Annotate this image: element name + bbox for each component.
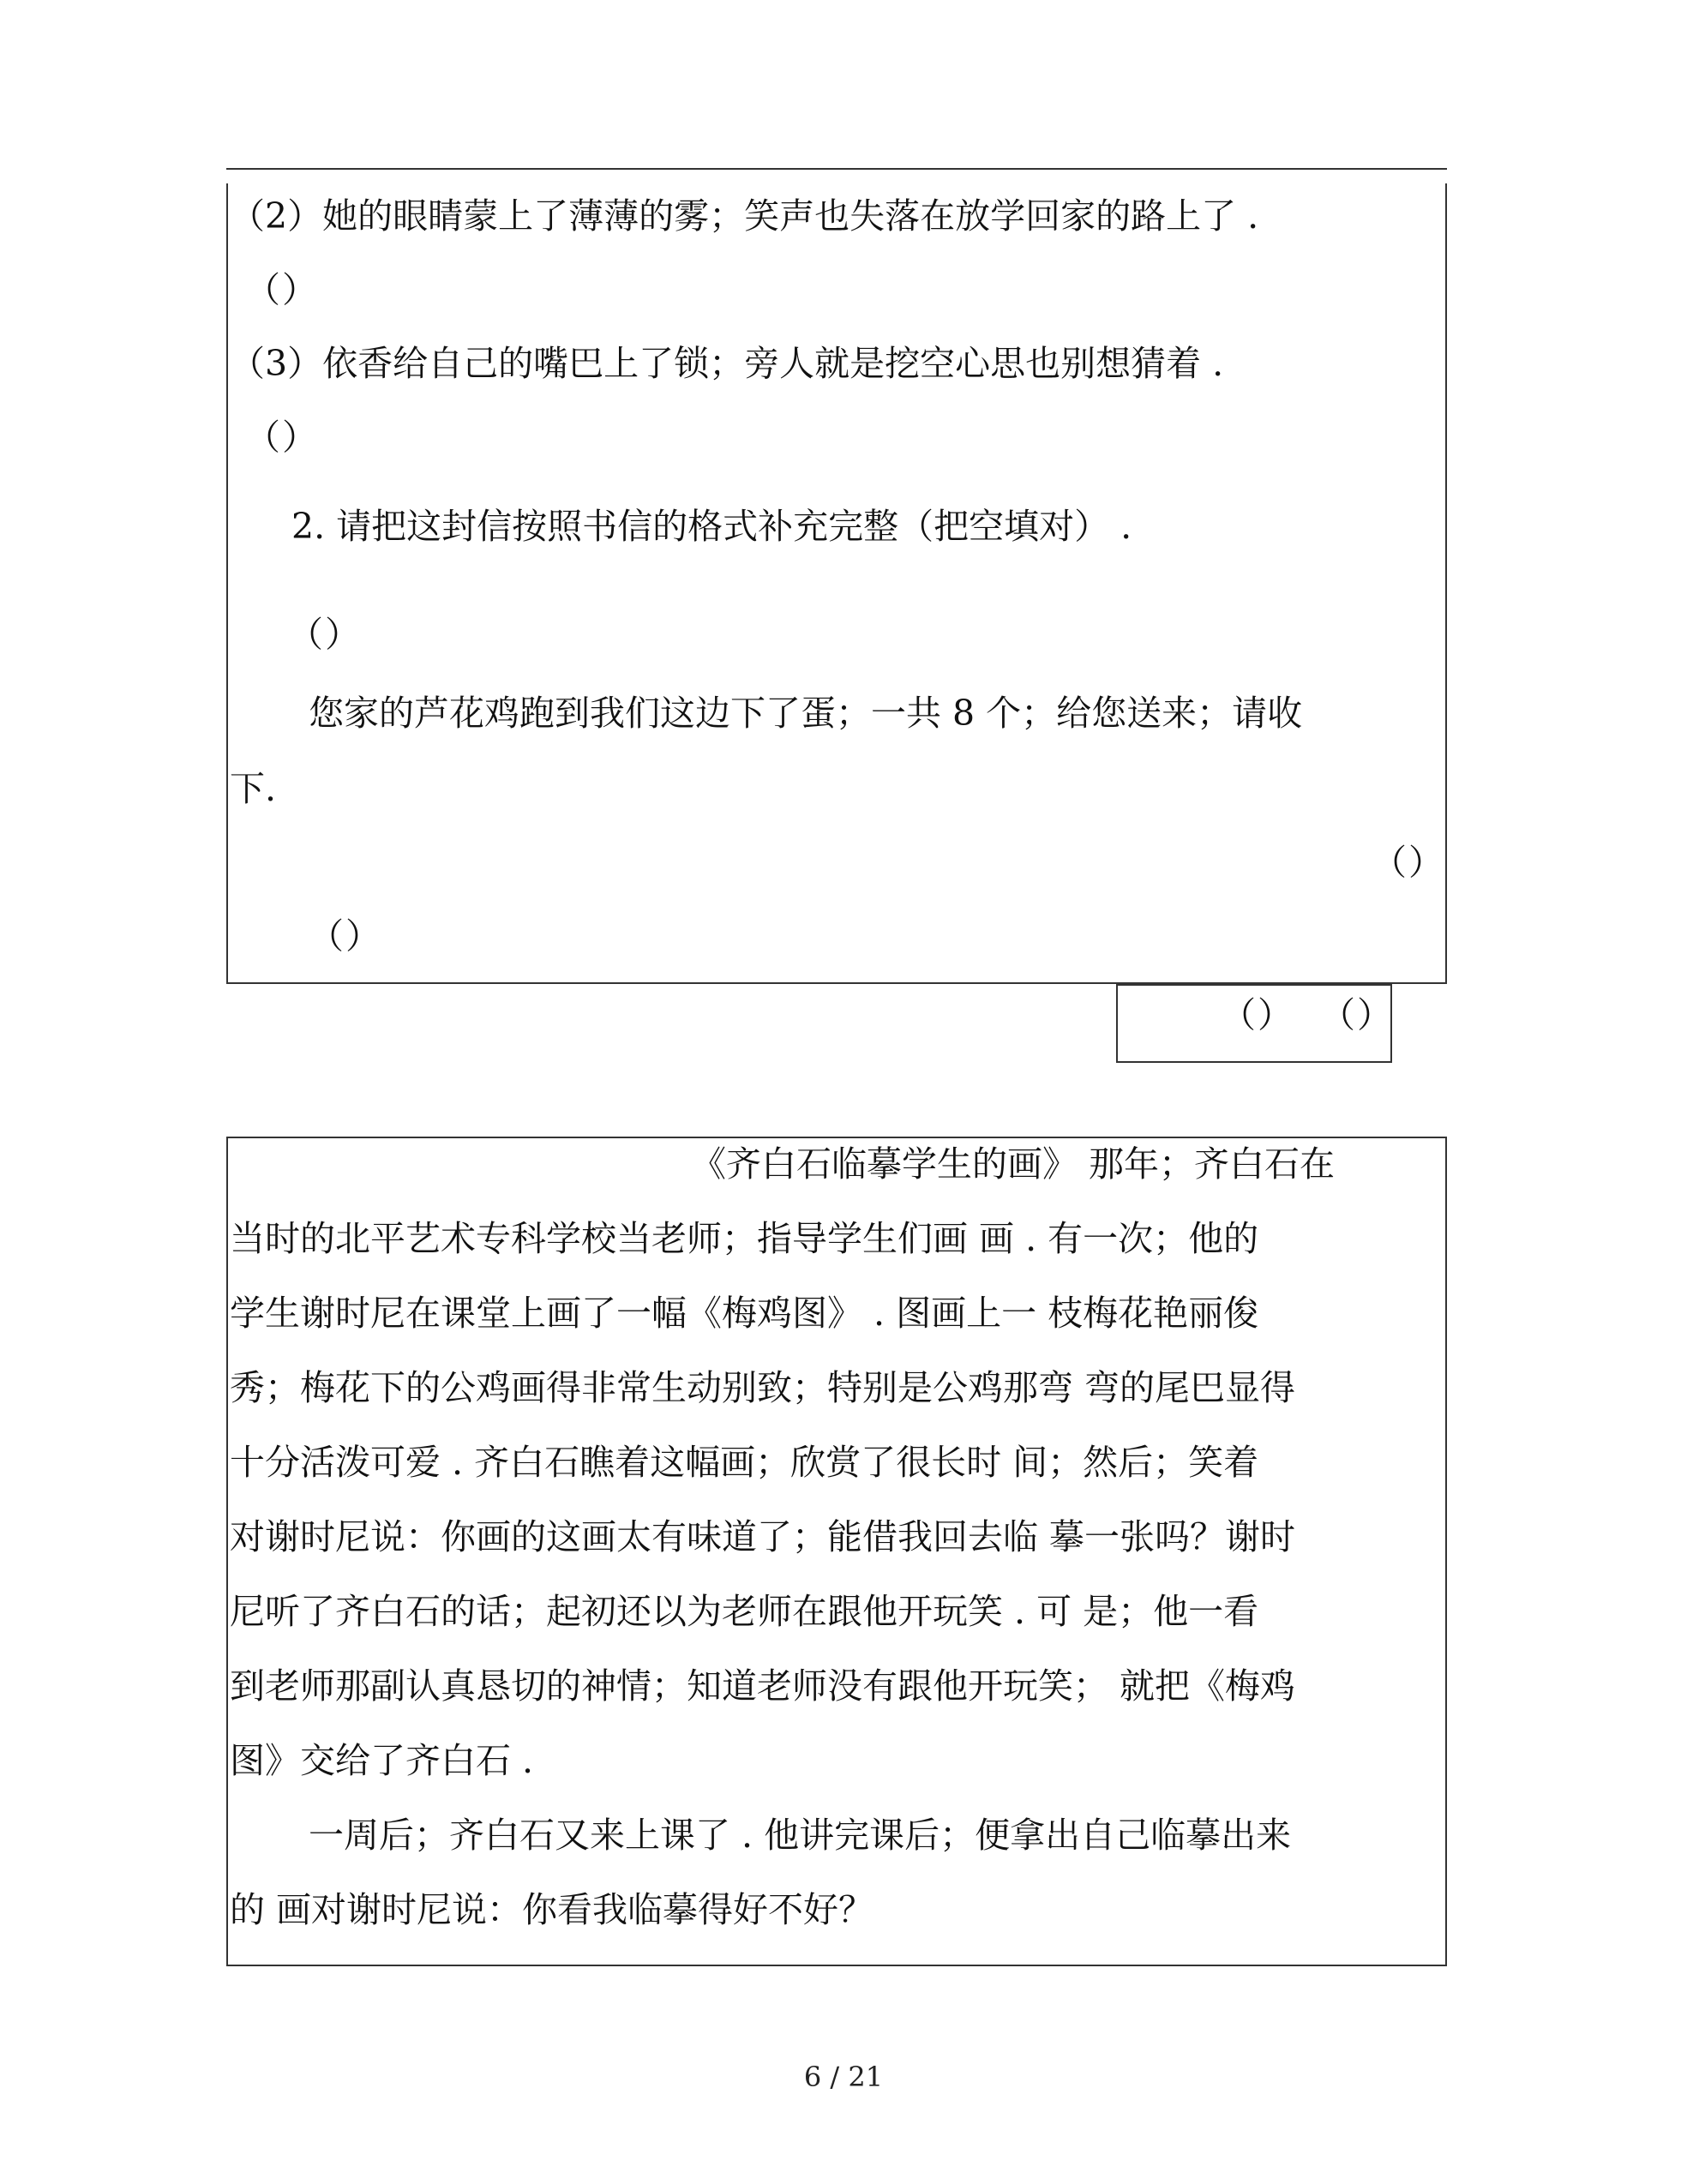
passage-line: 学生谢时尼在课堂上画了一幅《梅鸡图》 . 图画上一 枝梅花艳丽俊 [230,1293,1259,1334]
signature-blank[interactable]: （） [1372,842,1445,883]
page-number: 6 / 21 [803,2061,884,2093]
exercise-box [226,183,1447,984]
letter-body-line-1: 您家的芦花鸡跑到我们这边下了蛋；一共 8 个；给您送来；请收 [309,693,1303,734]
task-2-instruction: 2. 请把这封信按照书信的格式补充完整（把空填对） . [291,506,1132,547]
passage-line: 十分活泼可爱 . 齐白石瞧着这幅画；欣赏了很长时 间；然后；笑着 [230,1442,1259,1483]
passage-line: 的 画对谢时尼说：你看我临摹得好不好？ [230,1889,874,1930]
question-2: （2）她的眼睛蒙上了薄薄的雾；笑声也失落在放学回家的路上了 . [230,195,1259,237]
passage-line: 一周后；齐白石又来上课了 . 他讲完课后；便拿出自己临摹出来 [309,1815,1292,1856]
passage-line: 对谢时尼说：你画的这画太有味道了；能借我回去临 摹一张吗？谢时 [230,1516,1296,1557]
date-blank-1[interactable]: （） [1221,994,1294,1035]
question-3: （3）依香给自己的嘴巴上了锁；旁人就是挖空心思也别想猜着 . [230,343,1224,384]
answer-blank-q3[interactable]: （） [245,417,319,458]
closing-blank[interactable]: （） [309,915,382,957]
answer-blank-q2[interactable]: （） [245,269,319,310]
passage-title-line: 《齐白石临摹学生的画》 那年；齐白石在 [691,1143,1336,1185]
letter-body-line-2: 下. [230,768,277,809]
passage-line: 到老师那副认真恳切的神情；知道老师没有跟他开玩笑； 就把《梅鸡 [230,1665,1296,1707]
passage-line: 图》交给了齐白石 . [230,1740,534,1781]
passage-line: 秀；梅花下的公鸡画得非常生动别致；特别是公鸡那弯 弯的尾巴显得 [230,1367,1296,1408]
header-rule [226,168,1447,170]
date-blank-2[interactable]: （） [1320,994,1394,1035]
passage-line: 尼听了齐白石的话；起初还以为老师在跟他开玩笑 . 可 是；他一看 [230,1591,1259,1632]
passage-line: 当时的北平艺术专科学校当老师；指导学生们画 画 . 有一次；他的 [230,1218,1259,1259]
salutation-blank[interactable]: （） [288,614,362,655]
